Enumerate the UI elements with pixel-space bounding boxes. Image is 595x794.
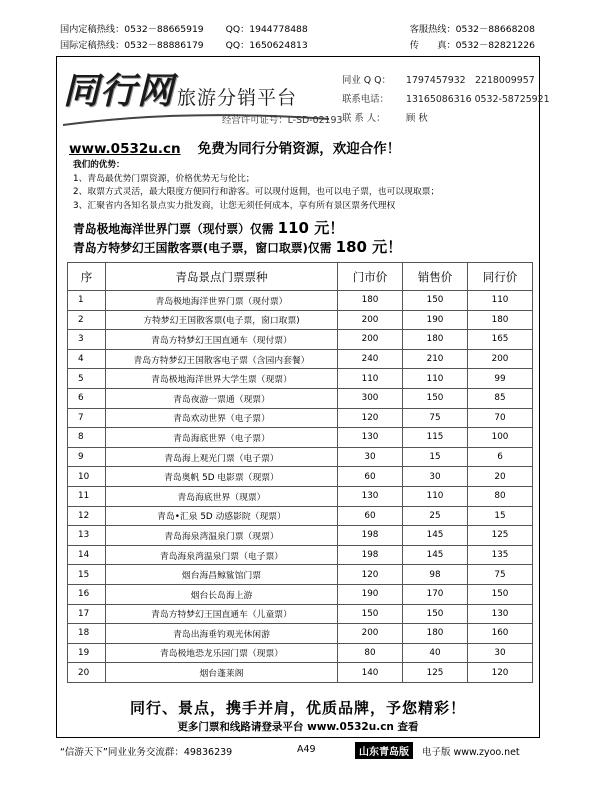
cell-no: 20 bbox=[68, 663, 106, 683]
cell-retail-price: 140 bbox=[338, 663, 403, 683]
cell-agent-price: 15 bbox=[468, 506, 533, 526]
intl-qq: QQ：1650624813 bbox=[225, 40, 308, 51]
cell-no: 13 bbox=[68, 526, 106, 546]
cell-retail-price: 130 bbox=[338, 428, 403, 448]
cell-sale-price: 40 bbox=[403, 643, 468, 663]
cell-ticket-name: 青岛极地海洋世界门票（现付票） bbox=[106, 291, 338, 311]
cell-no: 9 bbox=[68, 447, 106, 467]
cell-no: 15 bbox=[68, 565, 106, 585]
cell-sale-price: 145 bbox=[403, 545, 468, 565]
promo-price: 110 元！ bbox=[277, 219, 345, 237]
cell-no: 19 bbox=[68, 643, 106, 663]
ticket-price-table bbox=[67, 262, 533, 683]
cell-retail-price: 180 bbox=[338, 291, 403, 311]
table-row bbox=[68, 545, 533, 565]
cell-agent-price: 20 bbox=[468, 467, 533, 487]
cell-ticket-name: 青岛海上观光门票（电子票） bbox=[106, 447, 338, 467]
cell-agent-price: 85 bbox=[468, 388, 533, 408]
cell-retail-price: 190 bbox=[338, 584, 403, 604]
cell-sale-price: 98 bbox=[403, 565, 468, 585]
slogan-url: www.0532u.cn bbox=[69, 141, 181, 157]
cell-ticket-name: 烟台长岛海上游 bbox=[106, 584, 338, 604]
cell-retail-price: 198 bbox=[338, 526, 403, 546]
cell-no: 3 bbox=[68, 330, 106, 350]
table-row bbox=[68, 349, 533, 369]
cell-no: 14 bbox=[68, 545, 106, 565]
cell-agent-price: 165 bbox=[468, 330, 533, 350]
cell-retail-price: 130 bbox=[338, 486, 403, 506]
cell-no: 1 bbox=[68, 291, 106, 311]
service-hotline: 客服热线：0532－88668208 bbox=[409, 24, 535, 35]
footer-more-info: 更多门票和线路请登录平台 www.0532u.cn 查看 bbox=[177, 721, 419, 733]
cell-agent-price: 100 bbox=[468, 428, 533, 448]
cell-ticket-name: 青岛夜游一票通（现票） bbox=[106, 388, 338, 408]
cell-no: 16 bbox=[68, 584, 106, 604]
contact-qq-value: 1797457932 2218009957 bbox=[406, 75, 535, 86]
cell-agent-price: 150 bbox=[468, 584, 533, 604]
cell-no: 18 bbox=[68, 624, 106, 644]
cell-sale-price: 150 bbox=[403, 291, 468, 311]
table-row bbox=[68, 643, 533, 663]
page-number: A49 bbox=[297, 744, 316, 755]
cell-agent-price: 200 bbox=[468, 349, 533, 369]
cell-no: 6 bbox=[68, 388, 106, 408]
promo-text: 青岛极地海洋世界门票（现付票）仅需 bbox=[73, 222, 274, 236]
exchange-group: “信游天下”同业业务交流群：49836239 bbox=[60, 747, 233, 758]
slogan-text: 免费为同行分销资源，欢迎合作！ bbox=[197, 141, 401, 157]
advantages bbox=[73, 159, 533, 213]
cell-ticket-name: 青岛•汇泉 5D 动感影院（现票） bbox=[106, 506, 338, 526]
cell-sale-price: 30 bbox=[403, 467, 468, 487]
cell-sale-price: 210 bbox=[403, 349, 468, 369]
advantages-title: 我们的优势： bbox=[73, 160, 125, 170]
table-row bbox=[68, 310, 533, 330]
cell-sale-price: 110 bbox=[403, 486, 468, 506]
cell-agent-price: 120 bbox=[468, 663, 533, 683]
domestic-hotline: 国内定稿热线：0532－88665919 bbox=[60, 24, 204, 35]
cell-retail-price: 150 bbox=[338, 604, 403, 624]
cell-ticket-name: 青岛极地海洋世界大学生票（现票） bbox=[106, 369, 338, 389]
cell-ticket-name: 青岛欢动世界（电子票） bbox=[106, 408, 338, 428]
cell-agent-price: 110 bbox=[468, 291, 533, 311]
contact-phone-label: 联系电话： bbox=[342, 94, 389, 105]
cell-sale-price: 170 bbox=[403, 584, 468, 604]
cell-sale-price: 75 bbox=[403, 408, 468, 428]
table-row bbox=[68, 388, 533, 408]
cell-ticket-name: 青岛海泉湾温泉门票（现票） bbox=[106, 526, 338, 546]
cell-no: 11 bbox=[68, 486, 106, 506]
cell-agent-price: 6 bbox=[468, 447, 533, 467]
cell-ticket-name: 青岛出海垂钓观光休闲游 bbox=[106, 624, 338, 644]
contact-person-value: 顾 秋 bbox=[406, 113, 428, 124]
cell-retail-price: 80 bbox=[338, 643, 403, 663]
advantage-item: 2、取票方式灵活，最大限度方便同行和游客。可以现付返佣，也可以电子票，也可以现取票； bbox=[73, 187, 440, 197]
edition-url: 电子版 www.zyoo.net bbox=[422, 747, 520, 758]
table-row bbox=[68, 486, 533, 506]
slogan-row bbox=[69, 137, 539, 157]
table-row bbox=[68, 506, 533, 526]
logo-main: 同行网 bbox=[63, 70, 175, 112]
cell-agent-price: 135 bbox=[468, 545, 533, 565]
table-row bbox=[68, 428, 533, 448]
cell-retail-price: 198 bbox=[338, 545, 403, 565]
col-header-ticket: 青岛景点门票票种 bbox=[106, 263, 338, 291]
table-row bbox=[68, 408, 533, 428]
table-row bbox=[68, 584, 533, 604]
cell-sale-price: 15 bbox=[403, 447, 468, 467]
promo-text: 青岛方特梦幻王国散客票(电子票，窗口取票)仅需 bbox=[73, 241, 332, 255]
cell-retail-price: 30 bbox=[338, 447, 403, 467]
advantage-item: 1、青岛最优势门票资源，价格优势无与伦比； bbox=[73, 173, 255, 184]
col-header-retail: 门市价 bbox=[338, 263, 403, 291]
cell-no: 4 bbox=[68, 349, 106, 369]
cell-sale-price: 110 bbox=[403, 369, 468, 389]
cell-no: 10 bbox=[68, 467, 106, 487]
cell-ticket-name: 烟台蓬莱阁 bbox=[106, 663, 338, 683]
ad-header bbox=[57, 57, 550, 133]
cell-sale-price: 180 bbox=[403, 624, 468, 644]
cell-retail-price: 60 bbox=[338, 506, 403, 526]
cell-sale-price: 150 bbox=[403, 388, 468, 408]
contact-phone-value: 13165086316 0532-58725921 bbox=[406, 94, 550, 105]
table-row bbox=[68, 330, 533, 350]
cell-ticket-name: 青岛极地恐龙乐园门票（现票） bbox=[106, 643, 338, 663]
cell-ticket-name: 方特梦幻王国散客票(电子票，窗口取票) bbox=[106, 310, 338, 330]
advantage-item: 3、汇聚省内各知名景点实力批发商，让您无须任何成本，享有所有景区票务代理权 bbox=[73, 200, 396, 211]
col-header-sale: 销售价 bbox=[403, 263, 468, 291]
table-row bbox=[68, 604, 533, 624]
cell-agent-price: 99 bbox=[468, 369, 533, 389]
cell-no: 7 bbox=[68, 408, 106, 428]
domestic-qq: QQ：1944778488 bbox=[225, 24, 308, 35]
cell-sale-price: 150 bbox=[403, 604, 468, 624]
footer-slogan: 同行、景点，携手并肩，优质品牌，予您精彩！ bbox=[129, 699, 466, 717]
cell-ticket-name: 青岛海底世界（现票） bbox=[106, 486, 338, 506]
cell-ticket-name: 青岛方特梦幻王国散客电子票（含园内套餐） bbox=[106, 349, 338, 369]
table-row bbox=[68, 369, 533, 389]
cell-retail-price: 120 bbox=[338, 408, 403, 428]
cell-sale-price: 25 bbox=[403, 506, 468, 526]
cell-agent-price: 130 bbox=[468, 604, 533, 624]
col-header-no: 序 bbox=[68, 263, 106, 291]
promo-line-2 bbox=[73, 236, 402, 257]
promo-line-1 bbox=[73, 217, 344, 238]
table-row bbox=[68, 291, 533, 311]
table-row bbox=[68, 565, 533, 585]
cell-ticket-name: 青岛海底世界（电子票） bbox=[106, 428, 338, 448]
cell-no: 17 bbox=[68, 604, 106, 624]
logo-subtitle: 旅游分销平台 bbox=[177, 87, 298, 109]
cell-retail-price: 300 bbox=[338, 388, 403, 408]
table-body bbox=[68, 291, 533, 683]
license-number: 经营许可证号：L-SD-02193 bbox=[222, 115, 343, 126]
cell-no: 5 bbox=[68, 369, 106, 389]
header-contact bbox=[342, 71, 550, 128]
table-row bbox=[68, 526, 533, 546]
promo-price: 180 元！ bbox=[335, 238, 403, 256]
fax-number: 传 真：0532－82821226 bbox=[409, 40, 535, 51]
cell-sale-price: 145 bbox=[403, 526, 468, 546]
cell-no: 12 bbox=[68, 506, 106, 526]
cell-agent-price: 80 bbox=[468, 486, 533, 506]
contact-person-label: 联 系 人： bbox=[342, 113, 386, 124]
cell-ticket-name: 烟台海昌鲸鲨馆门票 bbox=[106, 565, 338, 585]
edition-brand: 山东青岛版 bbox=[355, 742, 413, 759]
cell-agent-price: 70 bbox=[468, 408, 533, 428]
cell-no: 8 bbox=[68, 428, 106, 448]
cell-sale-price: 125 bbox=[403, 663, 468, 683]
cell-ticket-name: 青岛奥帆 5D 电影票（现票） bbox=[106, 467, 338, 487]
cell-ticket-name: 青岛方特梦幻王国直通车（现付票） bbox=[106, 330, 338, 350]
table-row bbox=[68, 467, 533, 487]
table-row bbox=[68, 624, 533, 644]
cell-agent-price: 125 bbox=[468, 526, 533, 546]
cell-retail-price: 60 bbox=[338, 467, 403, 487]
cell-retail-price: 120 bbox=[338, 565, 403, 585]
cell-agent-price: 30 bbox=[468, 643, 533, 663]
contact-qq-label: 同业 Q Q： bbox=[342, 75, 391, 86]
cell-retail-price: 110 bbox=[338, 369, 403, 389]
cell-sale-price: 115 bbox=[403, 428, 468, 448]
cell-retail-price: 200 bbox=[338, 310, 403, 330]
col-header-agent: 同行价 bbox=[468, 263, 533, 291]
cell-sale-price: 180 bbox=[403, 330, 468, 350]
table-row bbox=[68, 663, 533, 683]
cell-retail-price: 200 bbox=[338, 330, 403, 350]
cell-retail-price: 240 bbox=[338, 349, 403, 369]
table-header-row bbox=[68, 263, 533, 291]
top-contact-bar bbox=[60, 22, 535, 54]
cell-agent-price: 75 bbox=[468, 565, 533, 585]
ad-frame bbox=[56, 56, 550, 738]
cell-agent-price: 160 bbox=[468, 624, 533, 644]
table-row bbox=[68, 447, 533, 467]
cell-sale-price: 190 bbox=[403, 310, 468, 330]
cell-no: 2 bbox=[68, 310, 106, 330]
cell-ticket-name: 青岛海泉湾温泉门票（电子票） bbox=[106, 545, 338, 565]
intl-hotline: 国际定稿热线：0532－88886179 bbox=[60, 40, 204, 51]
cell-agent-price: 180 bbox=[468, 310, 533, 330]
cell-ticket-name: 青岛方特梦幻王国直通车（儿童票） bbox=[106, 604, 338, 624]
cell-retail-price: 200 bbox=[338, 624, 403, 644]
